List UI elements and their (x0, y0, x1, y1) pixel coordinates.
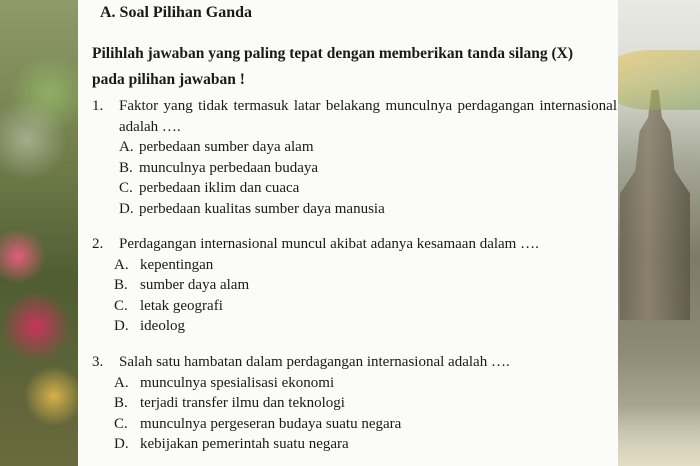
option-a[interactable] (114, 373, 617, 394)
question-1 (92, 96, 617, 219)
option-text: perbedaan iklim dan cuaca (139, 180, 300, 196)
question-number: 3. (92, 354, 104, 370)
option-text: terjadi transfer ilmu dan teknologi (140, 395, 345, 411)
question-text: Salah satu hambatan dalam perdagangan internasional adalah …. (119, 354, 510, 370)
option-letter: B. (119, 159, 133, 176)
question-3 (92, 352, 617, 455)
option-text: letak geografi (140, 297, 223, 314)
background-photo-left (0, 0, 90, 466)
option-letter: B. (114, 277, 128, 293)
question-text: Faktor yang tidak termasuk latar belakang munculnya perdagangan internasional adalah …. (119, 98, 617, 135)
option-letter: C. (114, 415, 128, 432)
question-number: 1. (92, 98, 104, 114)
option-letter: A. (119, 139, 134, 155)
option-b[interactable] (119, 158, 617, 179)
option-letter: C. (114, 297, 128, 314)
option-letter: D. (114, 318, 129, 334)
instruction-line-1: Pilihlah jawaban yang paling tepat dengan memberikan tanda silang (X) (92, 45, 574, 62)
option-text: munculnya perbedaan budaya (139, 159, 319, 176)
option-b[interactable] (114, 393, 617, 414)
option-letter: B. (114, 395, 128, 411)
option-letter: C. (119, 180, 133, 196)
option-text: kebijakan pemerintah suatu negara (140, 436, 349, 452)
option-d[interactable] (114, 316, 617, 337)
option-c[interactable] (114, 414, 617, 435)
option-text: munculnya spesialisasi ekonomi (140, 374, 335, 391)
option-b[interactable] (114, 275, 617, 296)
option-text: ideolog (140, 318, 185, 334)
option-letter: D. (114, 436, 129, 452)
option-text: kepentingan (140, 256, 214, 273)
option-text: perbedaan sumber daya alam (139, 139, 314, 155)
answer-options (119, 137, 617, 219)
answer-options (114, 373, 617, 455)
worksheet-page (78, 0, 618, 466)
option-text: perbedaan kualitas sumber daya manusia (139, 200, 385, 217)
answer-options (114, 255, 617, 337)
question-text: Perdagangan internasional muncul akibat adanya kesamaan dalam …. (119, 236, 539, 252)
option-c[interactable] (119, 178, 617, 199)
option-c[interactable] (114, 296, 617, 317)
option-letter: A. (114, 256, 129, 273)
option-letter: D. (119, 200, 134, 217)
option-text: sumber daya alam (140, 277, 250, 293)
section-title: A. Soal Pilihan Ganda (100, 4, 253, 21)
option-d[interactable] (119, 199, 617, 220)
instruction-line-2: pada pilihan jawaban ! (92, 71, 245, 88)
option-d[interactable] (114, 434, 617, 455)
option-text: munculnya pergeseran budaya suatu negara (140, 415, 402, 432)
question-2 (92, 234, 617, 337)
option-a[interactable] (114, 255, 617, 276)
option-a[interactable] (119, 137, 617, 158)
instruction-text (92, 41, 612, 93)
option-letter: A. (114, 374, 129, 391)
question-number: 2. (92, 236, 104, 252)
